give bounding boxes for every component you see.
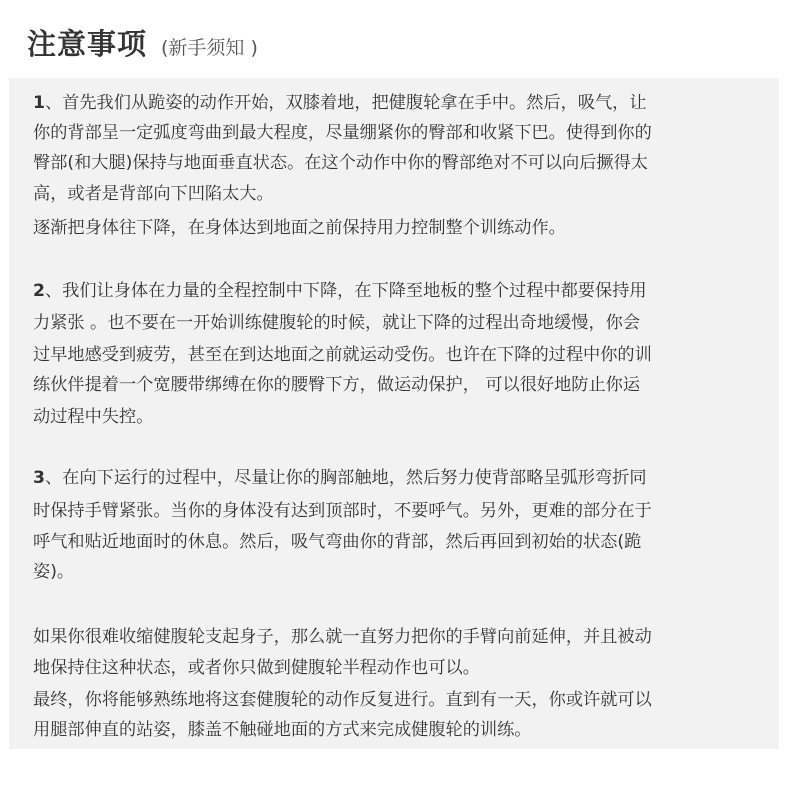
section-2-text: 、我们让身体在力量的全程控制中下降，在下降至地板的整个过程中都要保持用 [44, 281, 647, 301]
section-2-line-2: 力紧张 。也不要在一开始训练健腹轮的时候，就让下降的过程出奇地缓慢，你会 [33, 313, 641, 333]
section-1-line-1 [33, 91, 647, 115]
section-3-text: 、在向下运行的过程中，尽量让你的胸部触地，然后努力使背部略呈弧形弯折同 [44, 468, 647, 488]
page-subtitle: (新手须知 ) [161, 37, 258, 59]
section-1-number: 1 [33, 93, 45, 113]
header [0, 0, 790, 78]
section-2-number: 2 [33, 281, 45, 301]
section-1-text: 、首先我们从跪姿的动作开始，双膝着地，把健腹轮拿在手中。然后，吸气，让 [44, 93, 647, 113]
section-4-line-2: 地保持住这种状态，或者你只做到健腹轮半程动作也可以。 [33, 658, 480, 678]
page-title: 注意事项 [27, 27, 148, 61]
section-3-line-4: 姿)。 [33, 562, 75, 582]
section-1-line-5: 逐渐把身体往下降，在身体达到地面之前保持用力控制整个训练动作。 [33, 218, 566, 238]
section-4-line-1: 如果你很难收缩健腹轮支起身子，那么就一直努力把你的手臂向前延伸，并且被动 [33, 627, 652, 647]
section-1-line-2: 你的背部呈一定弧度弯曲到最大程度，尽量绷紧你的臀部和收紧下巴。使得到你的 [33, 123, 652, 143]
section-4-line-3: 最终，你将能够熟练地将这套健腹轮的动作反复进行。直到有一天，你或许就可以 [33, 690, 652, 710]
section-1-line-3: 臀部(和大腿)保持与地面垂直状态。在这个动作中你的臀部绝对不可以向后撅得太 [33, 153, 648, 173]
section-2-line-1 [33, 279, 647, 303]
section-3-number: 3 [33, 468, 45, 488]
section-2-line-3: 过早地感受到疲劳，甚至在到达地面之前就运动受伤。也许在下降的过程中你的训 [33, 345, 652, 365]
section-3-line-3: 呼气和贴近地面时的休息。然后，吸气弯曲你的背部，然后再回到初始的状态(跪 [33, 532, 642, 552]
section-1-line-4: 高，或者是背部向下凹陷太大。 [33, 184, 274, 204]
section-3-line-2: 时保持手臂紧张。当你的身体没有达到顶部时，不要呼气。另外，更难的部分在于 [33, 501, 652, 521]
section-3-line-1 [33, 466, 647, 490]
section-2-line-5: 动过程中失控。 [33, 407, 154, 427]
section-2-line-4: 练伙伴提着一个宽腰带绑缚在你的腰臀下方，做运动保护， 可以很好地防止你运 [33, 375, 641, 395]
section-4-line-4: 用腿部伸直的站姿，膝盖不触碰地面的方式来完成健腹轮的训练。 [33, 720, 532, 740]
